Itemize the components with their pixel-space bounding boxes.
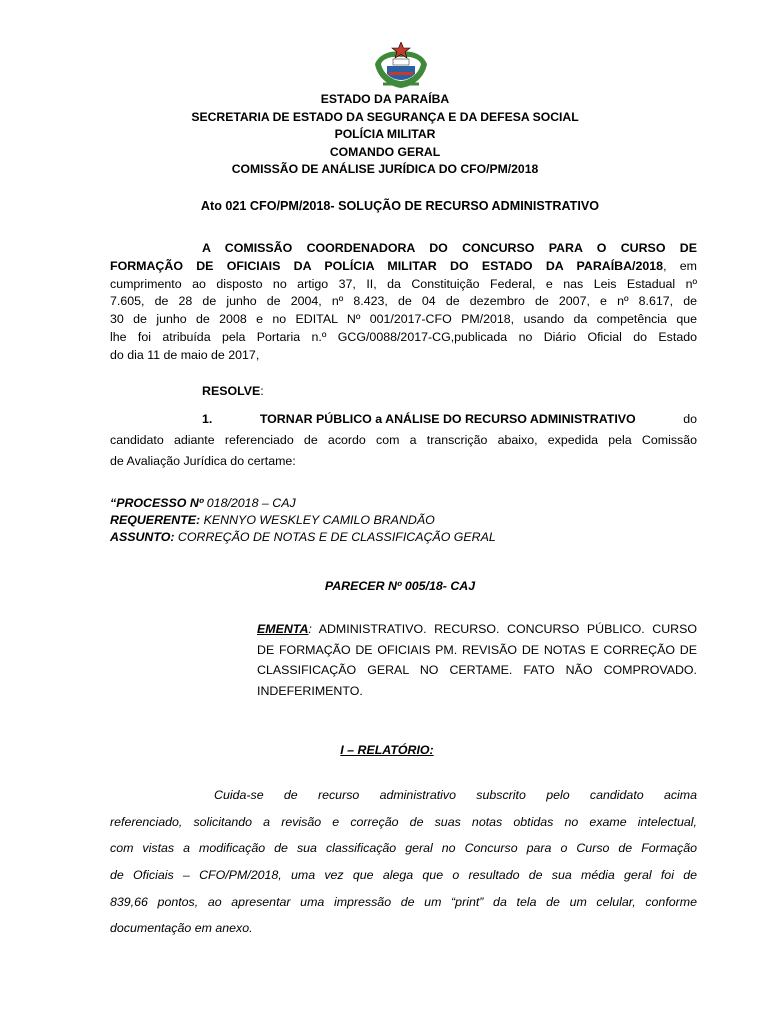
header-police: POLÍCIA MILITAR: [334, 127, 436, 141]
parecer-title: PARECER Nº 005/18- CAJ: [324, 579, 476, 593]
ementa-block: [257, 619, 697, 701]
course-title: FORMAÇÃO DE OFICIAIS DA POLÍCIA MILITAR DO ESTADO DA PARAÍBA/2018: [110, 258, 664, 273]
intro-line-2-rest: , em: [663, 258, 697, 273]
intro-line-4: 7.605, de 28 de junho de 2004, nº 8.423, de 04 de dezembro de 2007, e nº 8.617, de: [110, 294, 697, 309]
relatorio-line-3: com vistas a modificação de sua classificação geral no Concurso para o Curso de Formação: [110, 841, 697, 856]
intro-paragraph: [110, 240, 697, 365]
intro-line-1: A COMISSÃO COORDENADORA DO CONCURSO PARA O CURSO DE: [202, 241, 697, 255]
item-1-number: 1.: [202, 412, 213, 426]
ementa-label: EMENTA: [257, 622, 309, 636]
document-header: [0, 91, 770, 179]
item-1-line-2: candidato adiante referenciado de acordo com a transcrição abaixo, expedida pela Comissão: [110, 433, 697, 447]
resolve-colon: :: [260, 384, 264, 398]
relatorio-line-6: documentação em anexo.: [110, 921, 253, 936]
intro-line-7: do dia 11 de maio de 2017,: [110, 347, 260, 362]
resolve-label: [110, 383, 697, 401]
intro-line-5: 30 de junho de 2008 e no EDITAL Nº 001/2017-CFO PM/2018, usando da competência que: [110, 312, 697, 327]
intro-line-6: lhe foi atribuída pela Portaria n.º GCG/0088/2017-CG,publicada no Diário Oficial do Estado: [110, 329, 697, 344]
ato-title: Ato 021 CFO/PM/2018- SOLUÇÃO DE RECURSO ADMINISTRATIVO: [200, 199, 600, 213]
item-1-line-1: [202, 409, 697, 430]
header-secretariat: SECRETARIA DE ESTADO DA SEGURANÇA E DA DEFESA SOCIAL: [191, 109, 579, 124]
process-block: [110, 495, 496, 546]
relatorio-heading: I – RELATÓRIO:: [340, 743, 434, 757]
ementa-line-3: CLASSIFICAÇÃO GERAL NO CERTAME. FATO NÃO COMPROVADO.: [257, 663, 697, 677]
ementa-line-4: INDEFERIMENTO.: [257, 683, 363, 698]
requerente: REQUERENTE: KENNYO WESKLEY CAMILO BRANDÃO: [110, 513, 435, 527]
item-1-bold-text: TORNAR PÚBLICO a ANÁLISE DO RECURSO ADMINISTRATIVO: [259, 412, 636, 426]
ementa-line-2: DE FORMAÇÃO DE OFICIAIS PM. REVISÃO DE NOTAS E CORREÇÃO DE: [257, 642, 697, 657]
process-number: “PROCESSO Nº 018/2018 – CAJ: [110, 496, 296, 510]
relatorio-paragraph: [110, 782, 697, 942]
resolve-word: RESOLVE: [202, 384, 261, 398]
relatorio-line-1: Cuida-se de recurso administrativo subscrito pelo candidato acima: [214, 788, 697, 802]
relatorio-line-4: de Oficiais – CFO/PM/2018, uma vez que alega que o resultado de sua média geral foi de: [110, 868, 697, 883]
header-command: COMANDO GERAL: [329, 144, 441, 159]
item-1-rest: do: [683, 412, 697, 426]
intro-line-3: cumprimento ao disposto no artigo 37, II, da Constituição Federal, e nas Leis Estadual nº: [110, 276, 697, 291]
header-commission: COMISSÃO DE ANÁLISE JURÍDICA DO CFO/PM/2018: [231, 162, 539, 176]
ementa-line-1: EMENTA: ADMINISTRATIVO. RECURSO. CONCURSO PÚBLICO. CURSO: [257, 622, 697, 636]
relatorio-line-2: referenciado, solicitando a revisão e correção de suas notas obtidas no exame intelectual,: [110, 814, 697, 829]
relatorio-line-5: 839,66 pontos, ao apresentar uma impressão de um “print” da tela de um celular, conforme: [110, 894, 697, 909]
paraiba-coat-of-arms-icon: [371, 42, 431, 92]
intro-line-2: [110, 258, 697, 276]
item-1-line-3: de Avaliação Jurídica do certame:: [110, 454, 296, 468]
header-state: ESTADO DA PARAÍBA: [320, 92, 450, 106]
assunto: ASSUNTO: CORREÇÃO DE NOTAS E DE CLASSIFICAÇÃO GERAL: [110, 530, 496, 544]
item-1-paragraph: [110, 409, 697, 472]
